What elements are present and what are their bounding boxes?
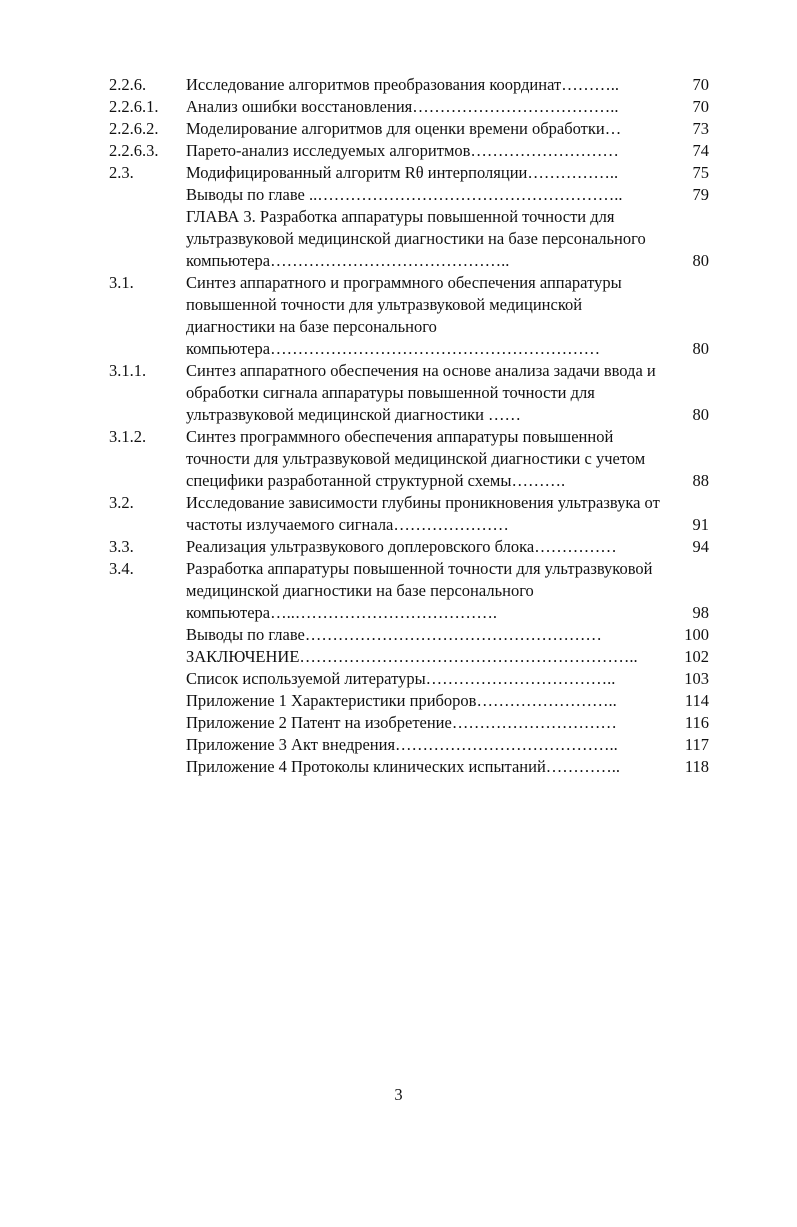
toc-entry-title: Модифицированный алгоритм Rθ интерполяции…………….. [186,163,619,182]
toc-entry-number: 2.2.6.2. [109,119,159,138]
toc-entry [109,426,709,492]
toc-entry-title: ГЛАВА 3. Разработка аппаратуры повышенной точности для ультразвуковой медицинской диагностики на базе персонального компьютера…………………………………….. [186,207,646,270]
toc-entry-page: 79 [692,185,709,204]
toc-entry-number: 2.2.6. [109,75,147,94]
toc-entry [109,536,709,558]
toc-entry-title: Анализ ошибки восстановления……………………………….. [186,97,619,116]
table-of-contents [109,74,709,778]
toc-entry-number: 3.4. [109,559,134,578]
toc-entry-page: 73 [692,119,709,138]
toc-entry-title: Выводы по главе ..……………………………………………….. [186,185,623,204]
toc-entry-page: 94 [692,537,709,556]
toc-entry [109,184,709,206]
page-number: 3 [394,1085,403,1104]
toc-entry [109,140,709,162]
toc-entry-page: 98 [692,603,709,622]
toc-entry-title: Исследование алгоритмов преобразования координат……….. [186,75,619,94]
toc-entry [109,206,709,272]
toc-entry-title: Разработка аппаратуры повышенной точности для ультразвуковой медицинской диагностики на базе персонального компьютера…..………………………………. [186,559,653,622]
toc-entry-page: 74 [692,141,709,160]
toc-entry-page: 116 [684,713,709,732]
toc-entry-title: Приложение 3 Акт внедрения………………………………….. [186,735,618,754]
toc-entry-title: Выводы по главе……………………………………………… [186,625,602,644]
toc-entry-title: Исследование зависимости глубины проникновения ультразвука от частоты излучаемого сигнала………………… [186,493,660,534]
toc-entry [109,74,709,96]
toc-entry-page: 80 [692,251,709,270]
toc-entry-title: Синтез аппаратного обеспечения на основе анализа задачи ввода и обработки сигнала аппаратуры повышенной точности для ультразвуковой медицинской диагностики …… [186,361,656,424]
toc-entry [109,734,709,756]
toc-entry-page: 91 [692,515,709,534]
toc-entry-number: 3.2. [109,493,134,512]
toc-entry [109,118,709,140]
toc-entry-page: 118 [684,757,709,776]
toc-entry-title: Приложение 2 Патент на изобретение………………………… [186,713,617,732]
toc-entry [109,558,709,624]
toc-entry-number: 3.3. [109,537,134,556]
toc-entry-number: 2.3. [109,163,134,182]
toc-entry-title: Парето-анализ исследуемых алгоритмов……………………… [186,141,619,160]
toc-entry-title: Синтез аппаратного и программного обеспечения аппаратуры повышенной точности для ультразвуковой медицинской диагностики на базе персонального компьютера…………………………………………………… [186,273,622,358]
toc-entry [109,712,709,734]
toc-entry-number: 2.2.6.1. [109,97,159,116]
toc-entry-page: 100 [684,625,709,644]
toc-entry-page: 75 [692,163,709,182]
toc-entry-number: 2.2.6.3. [109,141,159,160]
toc-entry-title: Список используемой литературы…………………………….. [186,669,616,688]
toc-entry-title: Синтез программного обеспечения аппаратуры повышенной точности для ультразвуковой медицинской диагностики с учетом специфики разработанной структурной схемы………. [186,427,646,490]
toc-entry-title: Моделирование алгоритмов для оценки времени обработки… [186,119,622,138]
toc-entry [109,492,709,536]
toc-entry-page: 80 [692,339,709,358]
toc-entry-title: Приложение 4 Протоколы клинических испытаний………….. [186,757,621,776]
toc-entry-number: 3.1.1. [109,361,147,380]
toc-entry-page: 80 [692,405,709,424]
toc-entry-page: 70 [692,97,709,116]
toc-entry-page: 102 [684,647,709,666]
toc-entry-page: 70 [692,75,709,94]
toc-entry [109,360,709,426]
toc-entry-title: ЗАКЛЮЧЕНИЕ…………………………………………………….. [186,647,638,666]
toc-entry-number: 3.1.2. [109,427,147,446]
toc-entry [109,756,709,778]
toc-entry-number: 3.1. [109,273,134,292]
toc-entry [109,690,709,712]
toc-entry-title: Реализация ультразвукового доплеровского блока…………… [186,537,617,556]
toc-entry-page: 114 [684,691,709,710]
toc-entry-title: Приложение 1 Характеристики приборов…………………….. [186,691,617,710]
toc-entry [109,272,709,360]
toc-entry-page: 88 [692,471,709,490]
toc-entry [109,646,709,668]
toc-entry [109,96,709,118]
toc-entry-page: 103 [684,669,709,688]
toc-entry [109,668,709,690]
toc-entry [109,162,709,184]
toc-entry [109,624,709,646]
toc-entry-page: 117 [684,735,709,754]
